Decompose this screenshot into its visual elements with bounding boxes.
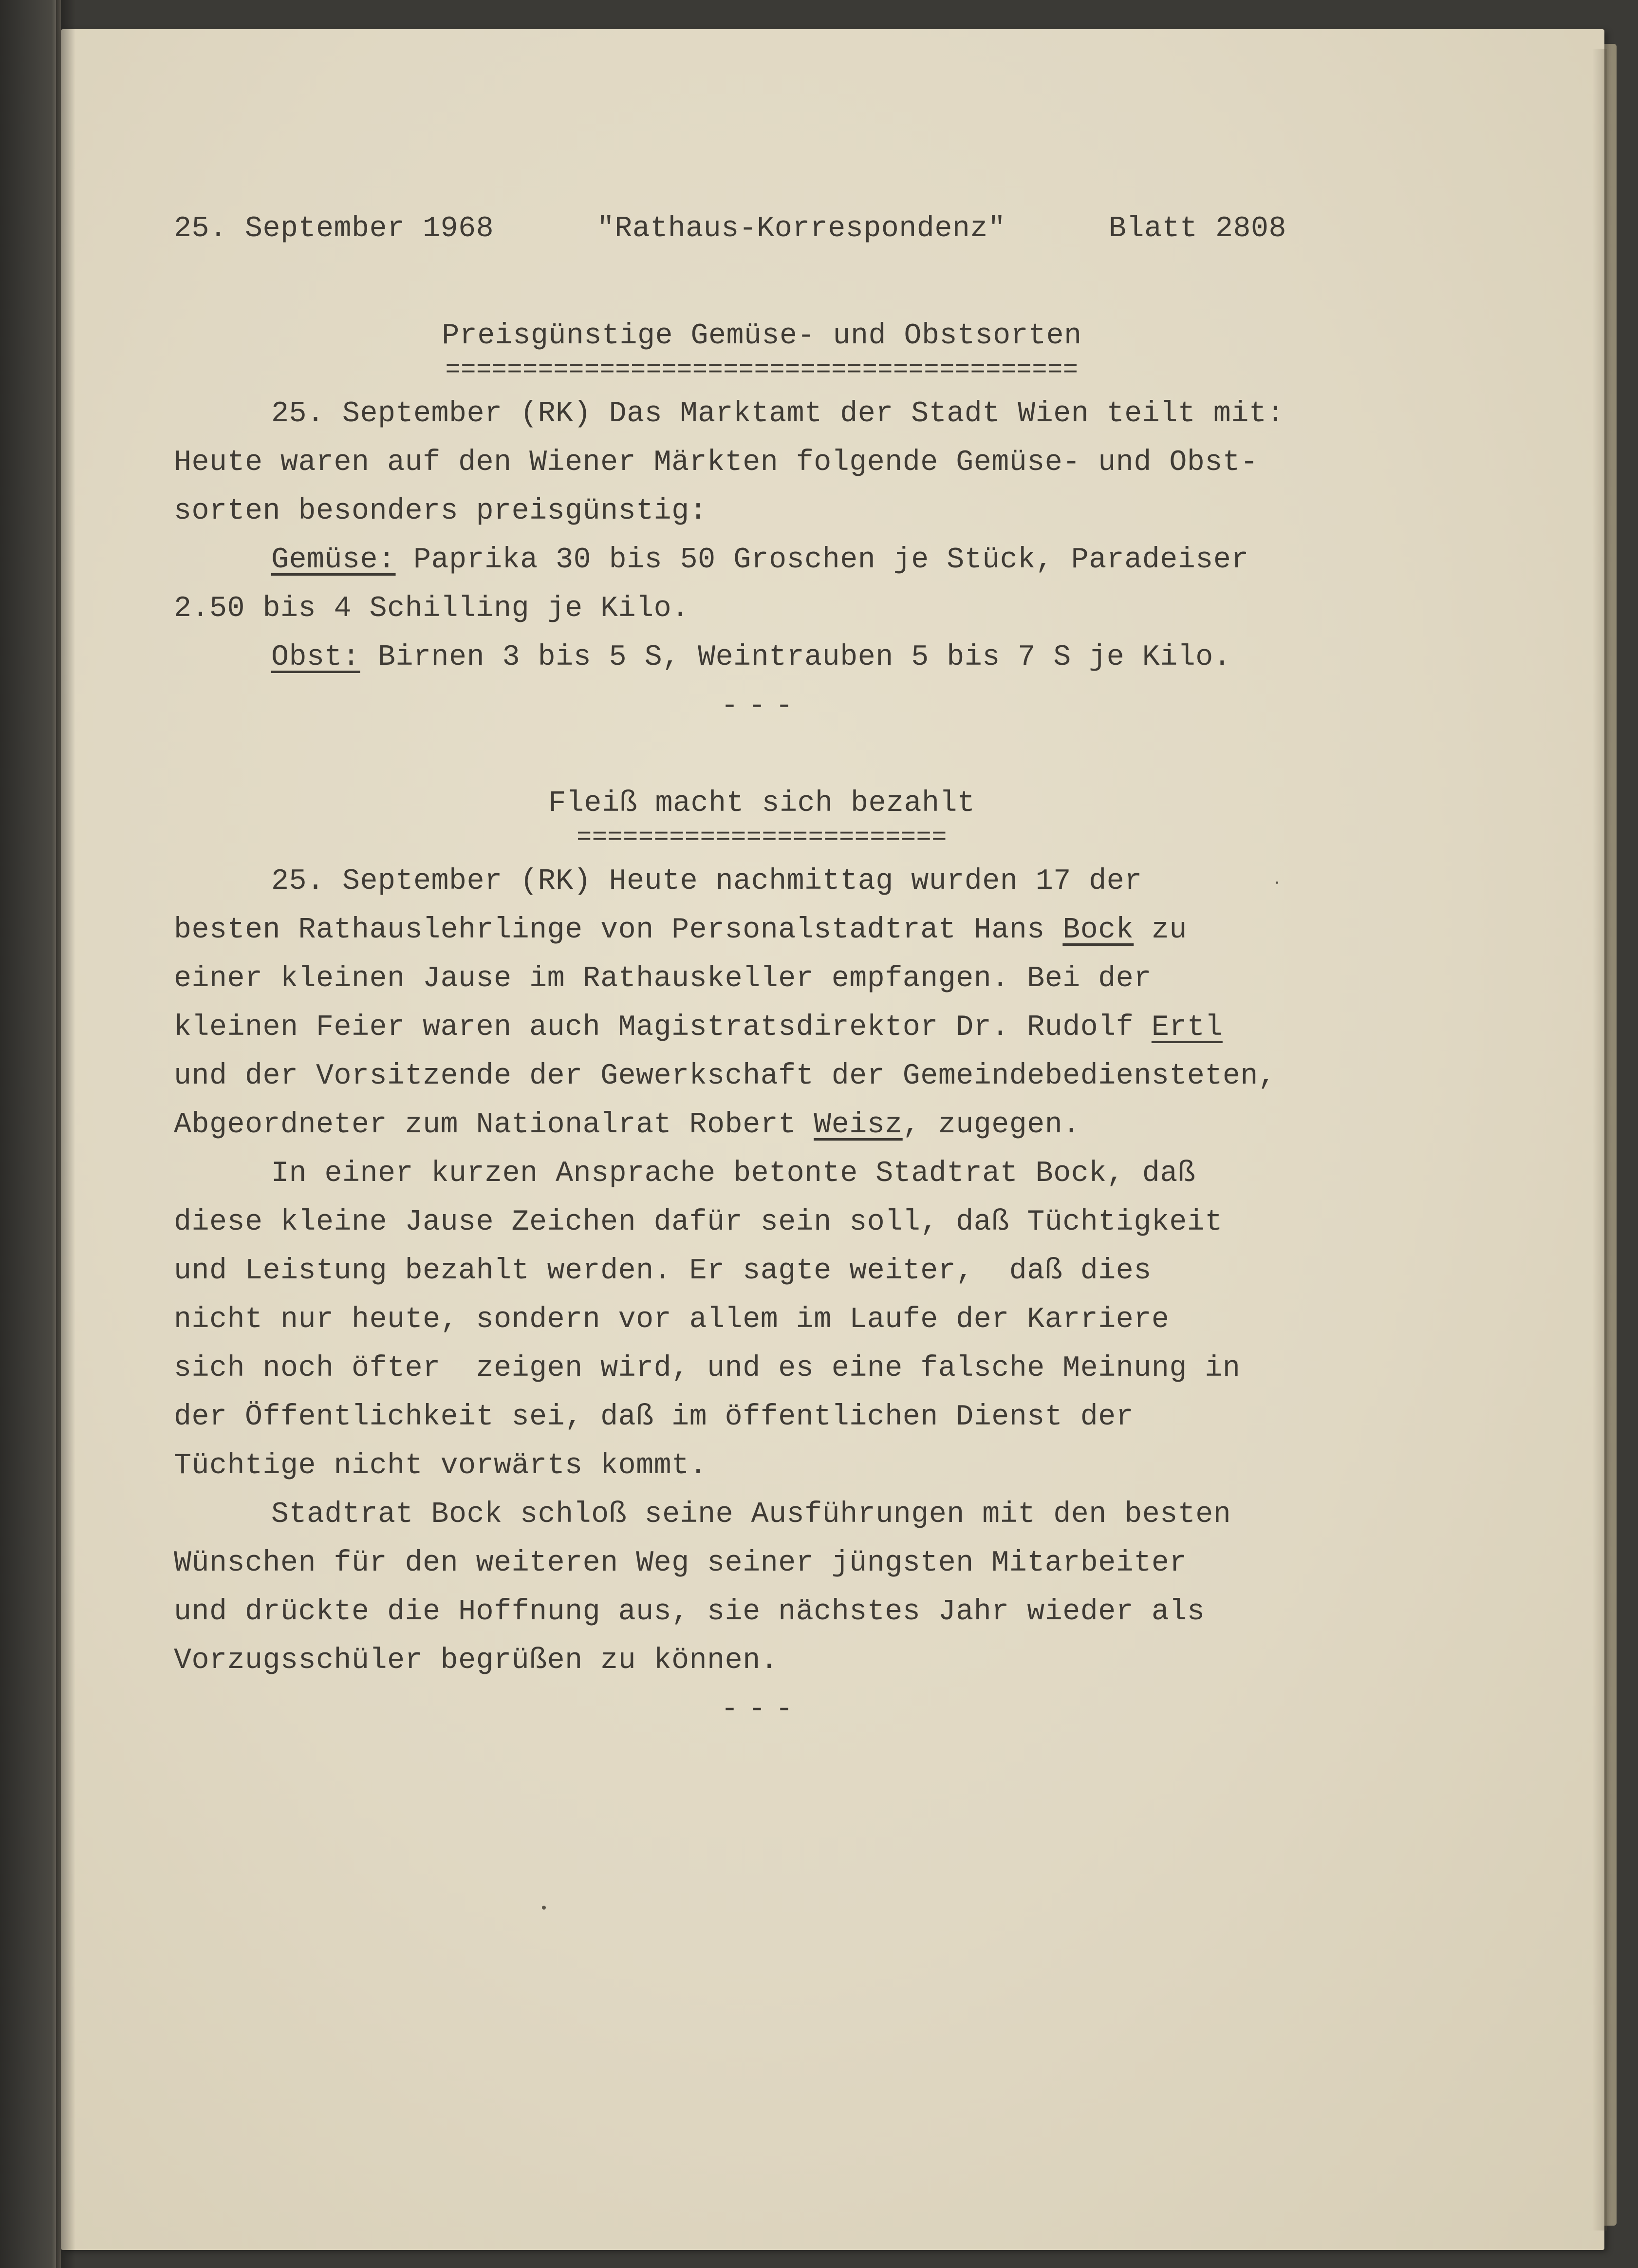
article1-separator: --- <box>721 690 803 723</box>
vegetables-continuation: 2.50 bis 4 Schilling je Kilo. <box>174 592 689 625</box>
article2-line: und der Vorsitzende der Gewerkschaft der Gemeindebediensteten, <box>174 1060 1276 1093</box>
line-text: Abgeordneter zum Nationalrat Robert <box>174 1108 814 1142</box>
article2-line: Vorzugsschüler begrüßen zu können. <box>174 1644 779 1677</box>
name-bock: Bock <box>1062 914 1134 947</box>
vegetables-label: Gemüse: <box>271 544 396 577</box>
fruit-label: Obst: <box>271 641 360 674</box>
article2-line: und drückte die Hoffnung aus, sie nächstes Jahr wieder als <box>174 1595 1205 1629</box>
article1-line: Heute waren auf den Wiener Märkten folgende Gemüse- und Obst- <box>174 446 1258 479</box>
article2-line: sich noch öfter zeigen wird, und es eine falsche Meinung in <box>174 1352 1241 1385</box>
vegetables-line <box>174 536 1415 584</box>
article1-line: 25. September (RK) Das Marktamt der Stadt Wien teilt mit: <box>271 397 1284 431</box>
article2-line: einer kleinen Jause im Rathauskeller empfangen. Bei der <box>174 962 1152 995</box>
article1-title-rule: ========================================= <box>445 360 1079 384</box>
line-text: kleinen Feier waren auch Magistratsdirektor Dr. Rudolf <box>174 1011 1152 1044</box>
name-ertl: Ertl <box>1151 1011 1223 1044</box>
spine-shadow <box>56 0 75 2268</box>
vegetables-text: Paprika 30 bis 50 Groschen je Stück, Paradeiser <box>395 544 1249 577</box>
header-publication: "Rathaus-Korrespondenz" <box>596 212 1006 245</box>
line-text: besten Rathauslehrlinge von Personalstadtrat Hans <box>174 914 1063 947</box>
article1-line: sorten besonders preisgünstig: <box>174 495 707 528</box>
article2-line <box>174 906 1415 955</box>
line-text: zu <box>1134 914 1187 947</box>
article2-line <box>174 1101 1415 1149</box>
header-sheet: Blatt 2808 <box>1108 212 1286 245</box>
binding-area <box>0 0 61 2268</box>
page-header <box>174 205 1286 253</box>
article2-line: Stadtrat Bock schloß seine Ausführungen mit den besten <box>271 1498 1231 1531</box>
article2-title: Fleiß macht sich bezahlt <box>548 787 975 820</box>
paper-speck <box>542 1906 546 1910</box>
article2-line: Tüchtige nicht vorwärts kommt. <box>174 1449 707 1482</box>
article2-line: diese kleine Jause Zeichen dafür sein soll, daß Tüchtigkeit <box>174 1206 1223 1239</box>
fruit-text: Birnen 3 bis 5 S, Weintrauben 5 bis 7 S je Kilo. <box>360 641 1231 674</box>
name-weisz: Weisz <box>814 1108 903 1142</box>
article2-title-rule: ======================== <box>577 828 947 852</box>
line-text: , zugegen. <box>902 1108 1080 1142</box>
typewritten-text <box>174 205 1415 1734</box>
article2-line: und Leistung bezahlt werden. Er sagte weiter, daß dies <box>174 1255 1152 1288</box>
article2-line: nicht nur heute, sondern vor allem im Laufe der Karriere <box>174 1303 1170 1336</box>
fruit-line <box>174 633 1415 682</box>
article1-title: Preisgünstige Gemüse- und Obstsorten <box>442 319 1082 353</box>
paper-speck <box>1276 881 1278 884</box>
article2-separator: --- <box>721 1693 803 1726</box>
article2-line: der Öffentlichkeit sei, daß im öffentlichen Dienst der <box>174 1401 1134 1434</box>
article2-line: 25. September (RK) Heute nachmittag wurden 17 der <box>271 865 1142 898</box>
article2-line <box>174 1003 1415 1052</box>
article2-line: In einer kurzen Ansprache betonte Stadtrat Bock, daß <box>271 1157 1196 1190</box>
header-date: 25. September 1968 <box>174 212 494 245</box>
article2-line: Wünschen für den weiteren Weg seiner jüngsten Mitarbeiter <box>174 1547 1187 1580</box>
page-edge-shadow <box>1592 49 1607 2231</box>
